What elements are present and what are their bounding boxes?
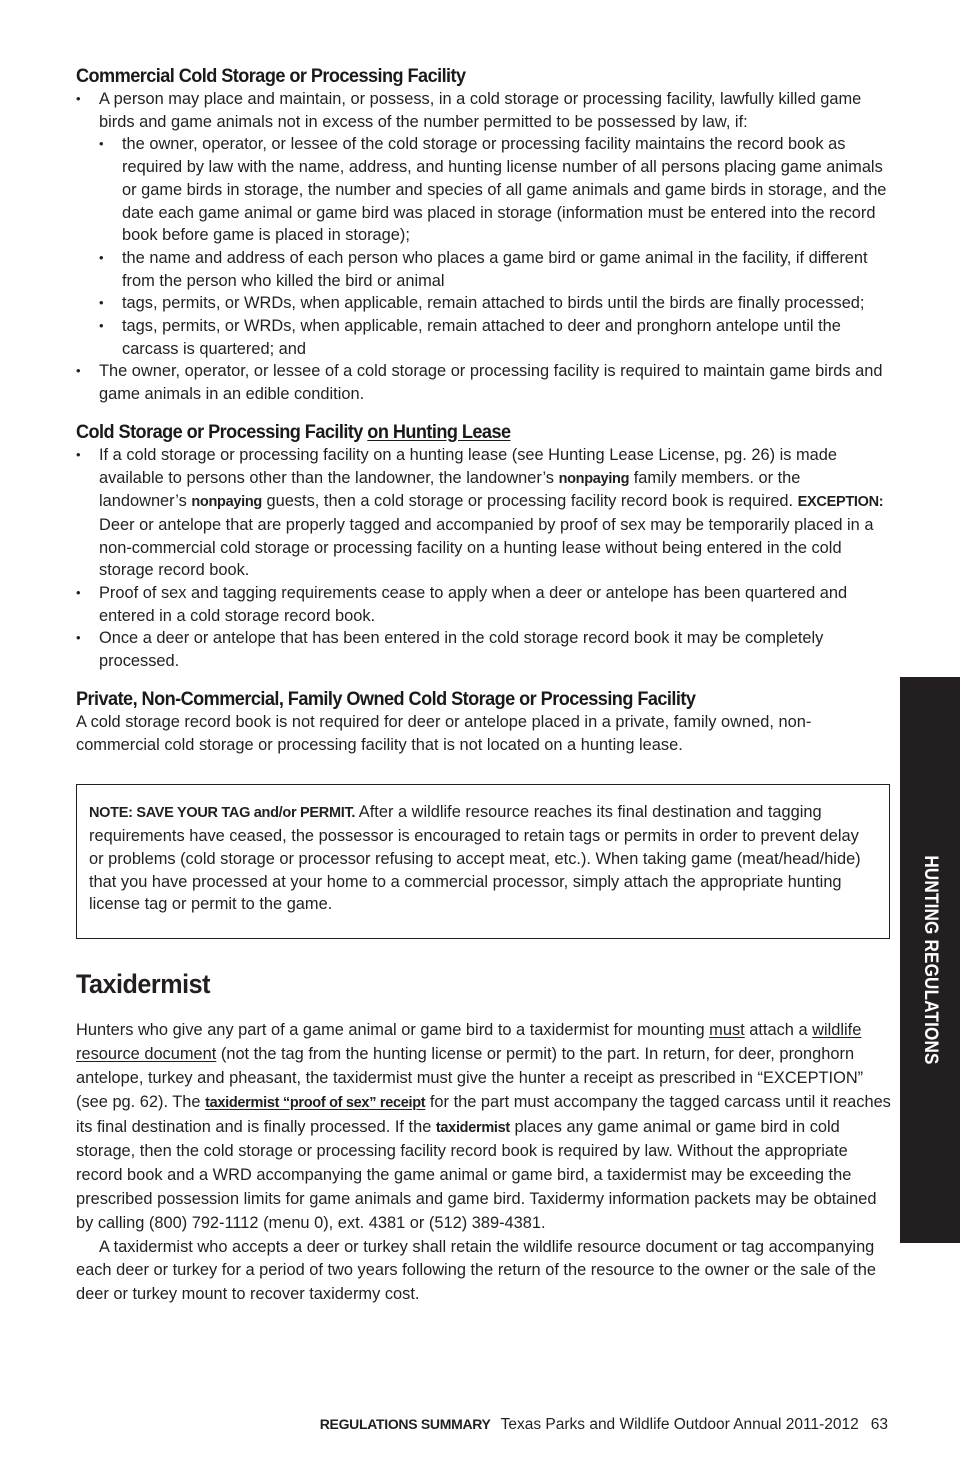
commercial-sub-list	[99, 133, 892, 360]
underlined-term: must	[709, 1021, 745, 1040]
lease-bullet-list	[76, 444, 892, 673]
text-run: guests, then a cold storage or processing facility record book is required.	[261, 492, 798, 511]
text-run: Hunters who give any part of a game animal or game bird to a taxidermist for mounting	[76, 1021, 710, 1040]
heading-part: Cold Storage or Processing Facility	[76, 420, 368, 443]
taxidermist-paragraph-2: A taxidermist who accepts a deer or turkey shall retain the wildlife resource document or tag accompanying each deer or turkey for a period of two years following the return of the resource to the owner or the sale of the deer or turkey mount to recover taxidermy cost.	[76, 1237, 876, 1304]
bold-term: taxidermist	[435, 1119, 510, 1136]
commercial-cold-storage-heading: Commercial Cold Storage or Processing Facility	[76, 65, 466, 87]
taxidermist-title: Taxidermist	[76, 969, 210, 1000]
private-cold-storage-text: A cold storage record book is not required for deer or antelope placed in a private, family owned, non-commercial cold storage or processing facility that is not located on a hunting lease.	[76, 712, 812, 754]
list-item: • tags, permits, or WRDs, when applicable, remain attached to birds until the birds are finally processed;	[99, 292, 892, 315]
commercial-cold-storage-section	[76, 64, 892, 406]
underlined-term: wildlife resource document	[76, 1021, 862, 1064]
list-item: • The owner, operator, or lessee of a cold storage or processing facility is required to maintain game birds and game animals in an edible condition.	[76, 360, 892, 405]
text-run: for the part must accompany the tagged carcass until it reaches its final destination and is finally processed. If the	[76, 1092, 891, 1136]
page-content	[76, 64, 892, 1307]
hunting-lease-section	[76, 420, 892, 673]
page-footer	[320, 1416, 888, 1434]
list-item	[76, 88, 892, 360]
bold-underlined-term: taxidermist “proof of sex” receipt	[205, 1094, 426, 1111]
taxidermist-paragraph-1	[76, 1019, 892, 1235]
text-run: family members. or the landowner’s	[99, 468, 801, 511]
list-item: • the name and address of each person who places a game bird or game animal in the facility, if different from the person who killed the bird or animal	[99, 247, 892, 292]
list-item: • the owner, operator, or lessee of the cold storage or processing facility maintains the record book as required by law with the name, address, and hunting license number of all persons placing game animals or game birds in storage, the number and species of all game animals and game birds in storage, and the date each game animal or game bird was placed in storage (information must be entered into the record book before game is placed in storage);	[99, 133, 892, 247]
list-item	[76, 444, 892, 582]
text-run: places any game animal or game bird in cold storage, then the cold storage or processing facility record book is required by law. Without the appropriate record book and a WRD accompanying the game animal or game bird, a taxidermist may be exceeding the prescribed possession limits for game animals and game bird. Taxidermy information packets may be obtained by calling (800) 792-1112 (menu 0), ext. 4381 or (512) 389-4381.	[76, 1117, 877, 1232]
list-item: • tags, permits, or WRDs, when applicable, remain attached to deer and pronghorn antelope until the carcass is quartered; and	[99, 315, 892, 360]
page-number: 63	[870, 1416, 888, 1433]
note-box	[76, 784, 890, 939]
text-run: If a cold storage or processing facility on a hunting lease (see Hunting Lease License, pg. 26) is made available to persons other than the landowner, the landowner’s	[99, 445, 838, 487]
footer-publication: Texas Parks and Wildlife Outdoor Annual 2011-2012	[500, 1416, 859, 1433]
commercial-bullet-list	[76, 88, 892, 406]
bullet-text: A person may place and maintain, or possess, in a cold storage or processing facility, lawfully killed game birds and game animals not in excess of the number permitted to be possessed by law, if:	[99, 90, 862, 131]
exception-label: EXCEPTION:	[797, 494, 884, 511]
side-tab-label: HUNTING REGULATIONS	[920, 855, 941, 1065]
note-body: After a wildlife resource reaches its final destination and tagging requirements have ceased, the possessor is encouraged to retain tags or permits in order to prevent delay or problems (cold storage or processor refusing to accept meat, etc.). When taking game (meat/head/hide) that you have processed at your home to a commercial processor, simply attach the appropriate hunting license tag or permit to the game.	[89, 803, 861, 914]
bold-term: nonpaying	[191, 494, 262, 511]
note-text	[89, 801, 875, 916]
section-side-tab	[900, 677, 960, 1243]
private-cold-storage-heading: Private, Non-Commercial, Family Owned Cold Storage or Processing Facility	[76, 687, 696, 710]
text-run: Deer or antelope that are properly tagged and accompanied by proof of sex may be temporarily placed in a non-commercial cold storage or processing facility on a hunting lease without being entered in the cold storage record book.	[99, 515, 874, 580]
hunting-lease-heading	[76, 420, 835, 444]
bold-term: nonpaying	[558, 470, 630, 487]
heading-underlined-part: on Hunting Lease	[367, 420, 511, 443]
list-item: • Proof of sex and tagging requirements cease to apply when a deer or antelope has been quartered and entered in a cold storage record book.	[76, 582, 892, 627]
text-run: attach a	[744, 1021, 813, 1040]
footer-label: REGULATIONS SUMMARY	[319, 1416, 491, 1432]
text-run: (not the tag from the hunting license or permit) to the part. In return, for deer, pronghorn antelope, turkey and pheasant, the taxidermist must give the hunter a receipt as prescribed in “EXCEPTION” (see pg. 62). The	[76, 1045, 864, 1111]
list-item: • Once a deer or antelope that has been entered in the cold storage record book it may be completely processed.	[76, 627, 892, 672]
note-label: NOTE: SAVE YOUR TAG and/or PERMIT.	[89, 805, 356, 822]
private-cold-storage-section	[76, 687, 892, 756]
